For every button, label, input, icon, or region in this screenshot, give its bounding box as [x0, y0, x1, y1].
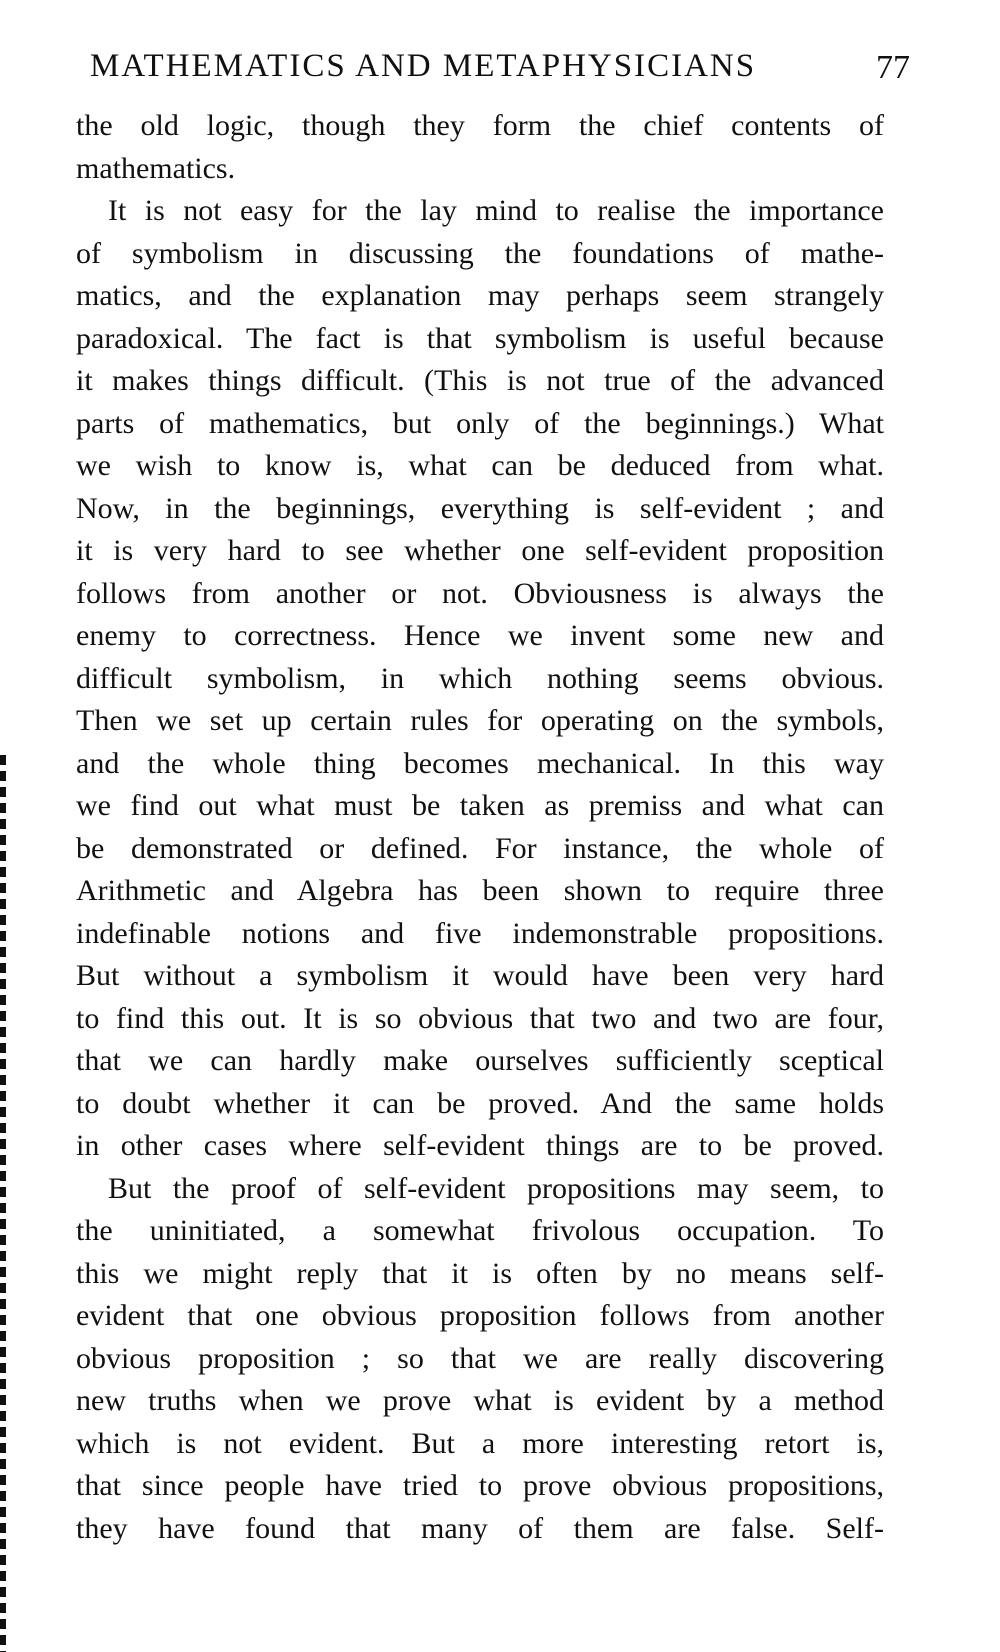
text-line: it is very hard to see whether one self-evident proposition	[76, 534, 884, 567]
text-line: they have found that many of them are false. Self-	[76, 1511, 884, 1545]
paragraph-start-line: It is not easy for the lay mind to realise the importance	[108, 194, 884, 227]
text-line: mathematics.	[76, 151, 236, 185]
text-line: difficult symbolism, in which nothing seems obvious.	[76, 661, 884, 695]
text-line: indefinable notions and five indemonstrable propositions.	[76, 916, 884, 950]
text-line: But without a symbolism it would have been very hard	[76, 959, 884, 992]
text-line: Now, in the beginnings, everything is self-evident ; and	[76, 491, 884, 525]
page-binding-edge	[0, 755, 6, 1652]
running-head	[90, 44, 910, 88]
text-line: obvious proposition ; so that we are really discovering	[76, 1341, 884, 1375]
text-line: that since people have tried to prove obvious propositions,	[76, 1469, 884, 1502]
text-line: evident that one obvious proposition follows from another	[76, 1299, 884, 1332]
text-line: which is not evident. But a more interesting retort is,	[76, 1426, 884, 1460]
text-line: matics, and the explanation may perhaps seem strangely	[76, 279, 884, 312]
text-line: enemy to correctness. Hence we invent some new and	[76, 619, 884, 652]
text-line: in other cases where self-evident things are to be proved.	[76, 1129, 884, 1162]
text-line: the old logic, though they form the chief contents of	[76, 109, 884, 142]
text-line: it makes things difficult. (This is not true of the advanced	[76, 364, 884, 397]
text-line: Arithmetic and Algebra has been shown to require three	[76, 874, 884, 907]
text-line: that we can hardly make ourselves sufficiently sceptical	[76, 1044, 884, 1077]
text-line: to find this out. It is so obvious that two and two are four,	[76, 1001, 884, 1035]
text-line: the uninitiated, a somewhat frivolous occupation. To	[76, 1214, 884, 1247]
text-line: paradoxical. The fact is that symbolism is useful because	[76, 321, 884, 355]
text-line: follows from another or not. Obviousness is always the	[76, 576, 884, 610]
text-line: and the whole thing becomes mechanical. In this way	[76, 746, 884, 780]
text-line: new truths when we prove what is evident by a method	[76, 1384, 884, 1417]
text-line: this we might reply that it is often by no means self-	[76, 1256, 884, 1290]
text-line: we find out what must be taken as premiss and what can	[76, 789, 884, 822]
running-title: MATHEMATICS AND METAPHYSICIANS	[90, 48, 757, 84]
text-line: Then we set up certain rules for operating on the symbols,	[76, 704, 884, 737]
body-text	[76, 105, 884, 1550]
page-number: 77	[876, 49, 910, 86]
paragraph-start-line: But the proof of self-evident propositions may seem, to	[108, 1171, 884, 1205]
text-line: be demonstrated or defined. For instance, the whole of	[76, 831, 884, 865]
text-line: parts of mathematics, but only of the beginnings.) What	[76, 406, 884, 440]
text-line: we wish to know is, what can be deduced from what.	[76, 449, 884, 482]
text-line: to doubt whether it can be proved. And the same holds	[76, 1086, 884, 1120]
text-line: of symbolism in discussing the foundations of mathe-	[76, 236, 884, 270]
